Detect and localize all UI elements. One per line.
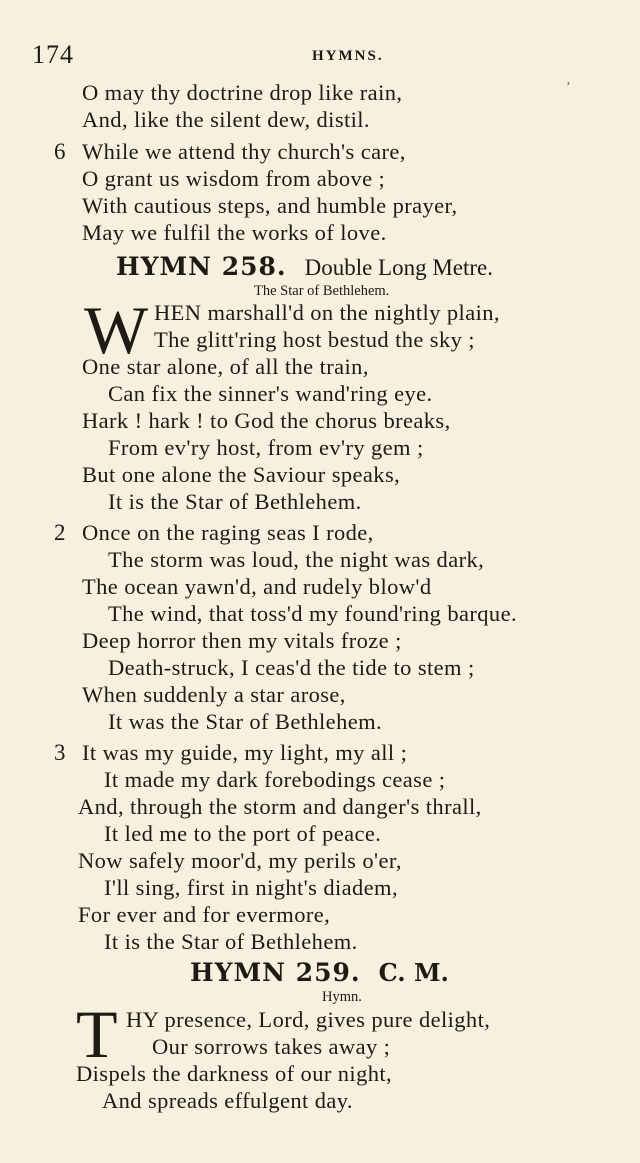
running-title: HYMNS. <box>312 48 384 64</box>
verse-line: It made my dark forebodings cease ; <box>104 767 446 792</box>
hymn-heading <box>116 254 493 279</box>
stray-mark: ʼ <box>566 80 571 95</box>
drop-cap: T <box>76 996 118 1072</box>
verse-line: Once on the raging seas I rode, <box>82 520 374 545</box>
verse-line: It is the Star of Bethlehem. <box>108 489 362 514</box>
verse-line: It led me to the port of peace. <box>104 821 382 846</box>
verse-line: HY presence, Lord, gives pure delight, <box>126 1007 491 1032</box>
verse-line: With cautious steps, and humble prayer, <box>82 193 458 218</box>
verse-line: May we fulfil the works of love. <box>82 220 387 245</box>
verse-line: And spreads effulgent day. <box>102 1088 353 1113</box>
verse-line: When suddenly a star arose, <box>82 682 346 707</box>
hymn-meter: Double Long Metre. <box>304 255 494 280</box>
verse-line: For ever and for evermore, <box>78 902 331 927</box>
verse-line: Hark ! hark ! to God the chorus breaks, <box>82 408 451 433</box>
verse-line: And, through the storm and danger's thrall, <box>78 794 482 819</box>
drop-cap: W <box>84 292 149 368</box>
verse-line: Dispels the darkness of our night, <box>76 1061 393 1086</box>
hymn-subtitle: Hymn. <box>322 989 362 1005</box>
verse-line: But one alone the Saviour speaks, <box>82 462 401 487</box>
verse-line: HEN marshall'd on the nightly plain, <box>154 300 500 325</box>
verse-number: 2 <box>54 520 66 545</box>
verse-line: Death-struck, I ceas'd the tide to stem ; <box>108 655 475 680</box>
verse-line: The ocean yawn'd, and rudely blow'd <box>82 574 432 599</box>
verse-line: Our sorrows takes away ; <box>152 1034 391 1059</box>
verse-number: 6 <box>54 139 66 164</box>
verse-line: While we attend thy church's care, <box>82 139 406 164</box>
hymn-heading <box>190 960 449 985</box>
verse-line: Deep horror then my vitals froze ; <box>82 628 402 653</box>
intro-line: O may thy doctrine drop like rain, <box>82 80 403 105</box>
verse-line: The wind, that toss'd my found'ring barque. <box>108 601 517 626</box>
verse-line: Now safely moor'd, my perils o'er, <box>78 848 402 873</box>
verse-line: From ev'ry host, from ev'ry gem ; <box>108 435 424 460</box>
verse-line: The glitt'ring host bestud the sky ; <box>154 327 475 352</box>
verse-number: 3 <box>54 740 66 765</box>
verse-line: It is the Star of Bethlehem. <box>104 929 358 954</box>
verse-line: One star alone, of all the train, <box>82 354 369 379</box>
page-number: 174 <box>32 40 74 69</box>
verse-line: O grant us wisdom from above ; <box>82 166 386 191</box>
hymn-subtitle: The Star of Bethlehem. <box>254 283 390 299</box>
hymn-number: HYMN 258. <box>116 252 287 281</box>
intro-line: And, like the silent dew, distil. <box>82 107 370 132</box>
verse-line: It was the Star of Bethlehem. <box>108 709 383 734</box>
verse-line: It was my guide, my light, my all ; <box>82 740 408 765</box>
hymn-number: HYMN 259. <box>190 958 361 987</box>
verse-line: The storm was loud, the night was dark, <box>108 547 485 572</box>
hymn-meter: C. M. <box>378 958 449 987</box>
verse-line: I'll sing, first in night's diadem, <box>104 875 398 900</box>
verse-line: Can fix the sinner's wand'ring eye. <box>108 381 433 406</box>
